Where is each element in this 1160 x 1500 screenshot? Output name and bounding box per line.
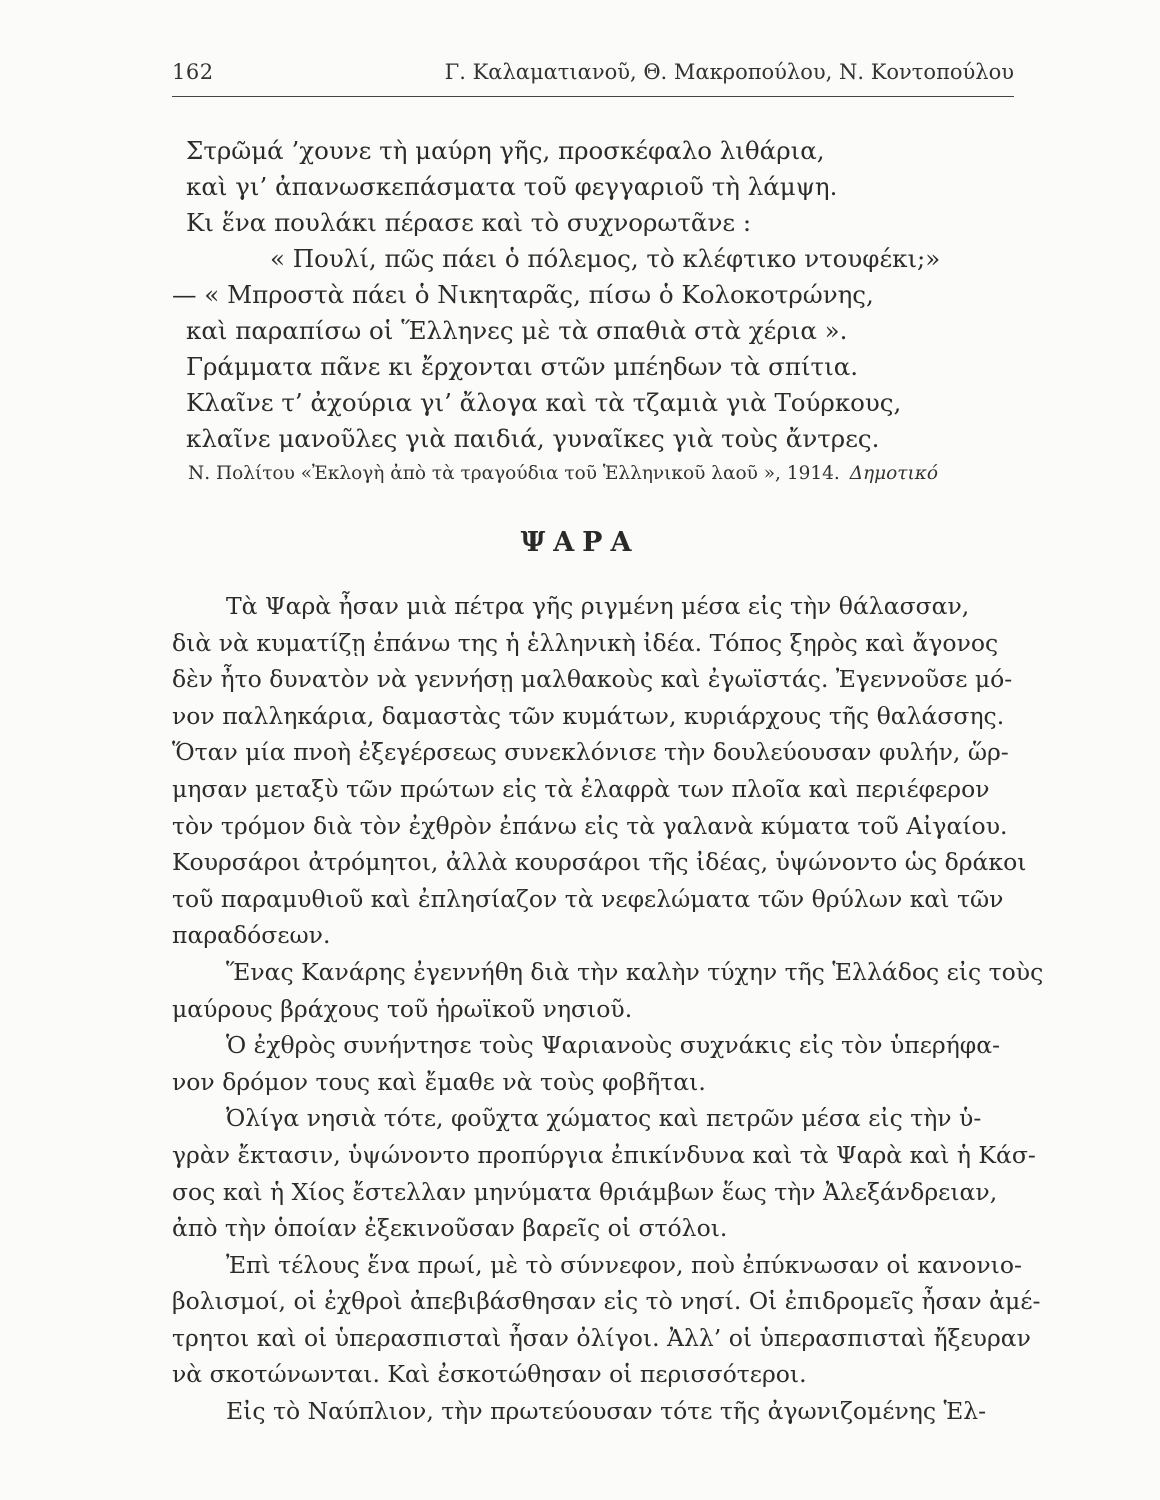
- poem-line: — « Μπροστὰ πάει ὁ Νικηταρᾶς, πίσω ὁ Κολοκοτρώνης,: [172, 280, 874, 309]
- section-title: ΨΑΡΑ: [520, 527, 640, 558]
- prose-line: νον παλληκάρια, δαμαστὰς τῶν κυμάτων, κυριάρχους τῆς θαλάσσης.: [172, 701, 1005, 730]
- prose-line: νον δρόμον τους καὶ ἔμαθε νὰ τοὺς φοβῆται.: [172, 1067, 706, 1096]
- poem-line: Στρῶμά ’χουνε τὴ μαύρη γῆς, προσκέφαλο λιθάρια,: [186, 136, 825, 165]
- poem-line: « Πουλί, πῶς πάει ὁ πόλεμος, τὸ κλέφτικο ντουφέκι;»: [270, 244, 941, 273]
- prose-line: τοῦ παραμυθιοῦ καὶ ἐπλησίαζον τὰ νεφελώματα τῶν θρύλων καὶ τῶν: [172, 884, 1004, 913]
- prose-line: Κουρσάροι ἀτρόμητοι, ἀλλὰ κουρσάροι τῆς ἰδέας, ὑψώνοντο ὡς δράκοι: [172, 848, 1027, 877]
- prose-line: Ὀλίγα νησιὰ τότε, φοῦχτα χώματος καὶ πετρῶν μέσα εἰς τὴν ὑ-: [226, 1104, 982, 1133]
- prose-body: [172, 588, 1044, 1430]
- prose-line: βολισμοί, οἱ ἐχθροὶ ἀπεβιβάσθησαν εἰς τὸ νησί. Οἱ ἐπιδρομεῖς ἦσαν ἀμέ-: [172, 1287, 1041, 1316]
- prose-line: τρητοι καὶ οἱ ὑπερασπισταὶ ἦσαν ὀλίγοι. Ἀλλ’ οἱ ὑπερασπισταὶ ἤξευραν: [172, 1323, 1031, 1352]
- poem-line: Κι ἕνα πουλάκι πέρασε καὶ τὸ συχνορωτᾶνε :: [186, 208, 752, 237]
- poem-citation: [188, 463, 938, 484]
- page-number: 162: [172, 60, 214, 84]
- poem-line: καὶ παραπίσω οἱ Ἕλληνες μὲ τὰ σπαθιὰ στὰ χέρια ».: [186, 316, 848, 345]
- prose-line: μαύρους βράχους τοῦ ἡρωϊκοῦ νησιοῦ.: [172, 994, 633, 1023]
- prose-line: Εἰς τὸ Ναύπλιον, τὴν πρωτεύουσαν τότε τῆς ἀγωνιζομένης Ἑλ-: [226, 1397, 987, 1426]
- prose-line: Ὅταν μία πνοὴ ἐξεγέρσεως συνεκλόνισε τὴν δουλεύουσαν φυλήν, ὥρ-: [172, 738, 1009, 767]
- prose-line: τὸν τρόμον διὰ τὸν ἐχθρὸν ἐπάνω εἰς τὰ γαλανὰ κύματα τοῦ Αἰγαίου.: [172, 811, 1008, 840]
- prose-line: γρὰν ἔκτασιν, ὑψώνοντο προπύργια ἐπικίνδυνα καὶ τὰ Ψαρὰ καὶ ἡ Κάσ-: [172, 1140, 1036, 1169]
- prose-line: Τὰ Ψαρὰ ἦσαν μιὰ πέτρα γῆς ριγμένη μέσα εἰς τὴν θάλασσαν,: [226, 592, 970, 620]
- prose-line: σος καὶ ἡ Χίος ἔστελλαν μηνύματα θριάμβων ἕως τὴν Ἀλεξάνδρειαν,: [172, 1177, 998, 1206]
- prose-line: Ὁ ἐχθρὸς συνήντησε τοὺς Ψαριανοὺς συχνάκις εἰς τὸν ὑπερήφα-: [226, 1031, 1001, 1060]
- poem-line: καὶ γι’ ἀπανωσκεπάσματα τοῦ φεγγαριοῦ τὴ λάμψη.: [186, 172, 838, 201]
- prose-line: νὰ σκοτώνωνται. Καὶ ἐσκοτώθησαν οἱ περισσότεροι.: [172, 1360, 807, 1389]
- prose-line: Ἕνας Κανάρης ἐγεννήθη διὰ τὴν καλὴν τύχην τῆς Ἑλλάδος εἰς τοὺς: [226, 957, 1044, 986]
- prose-line: παραδόσεων.: [172, 921, 331, 950]
- citation-source: Ν. Πολίτου «Ἐκλογὴ ἀπὸ τὰ τραγούδια τοῦ Ἑλληνικοῦ λαοῦ », 1914.: [188, 463, 840, 484]
- running-head-authors: Γ. Καλαματιανοῦ, Θ. Μακροπούλου, Ν. Κοντοπούλου: [444, 60, 1014, 84]
- prose-line: διὰ νὰ κυματίζῃ ἐπάνω της ἡ ἑλληνικὴ ἰδέα. Τόπος ξηρὸς καὶ ἄγονος: [172, 628, 999, 657]
- poem-line: Γράμματα πᾶνε κι ἔρχονται στῶν μπέηδων τὰ σπίτια.: [186, 352, 859, 381]
- poem-line: κλαῖνε μανοῦλες γιὰ παιδιά, γυναῖκες γιὰ τοὺς ἄντρες.: [186, 424, 880, 453]
- prose-line: μησαν μεταξὺ τῶν πρώτων εἰς τὰ ἐλαφρὰ των πλοῖα καὶ περιέφερον: [172, 774, 990, 803]
- prose-line: ἀπὸ τὴν ὁποίαν ἐξεκινοῦσαν βαρεῖς οἱ στόλοι.: [172, 1214, 728, 1243]
- prose-line: Ἐπὶ τέλους ἕνα πρωί, μὲ τὸ σύννεφον, ποὺ ἐπύκνωσαν οἱ κανονιο-: [226, 1250, 1022, 1279]
- prose-line: δὲν ἦτο δυνατὸν νὰ γεννήσῃ μαλθακοὺς καὶ ἐγωϊστάς. Ἐγεννοῦσε μό-: [172, 665, 1013, 694]
- poem-excerpt: [172, 133, 1014, 457]
- page-header: [172, 56, 1014, 97]
- poem-line: Κλαῖνε τ’ ἀχούρια γι’ ἄλογα καὶ τὰ τζαμιὰ γιὰ Τούρκους,: [186, 388, 902, 417]
- citation-genre: Δημοτικό: [849, 463, 939, 484]
